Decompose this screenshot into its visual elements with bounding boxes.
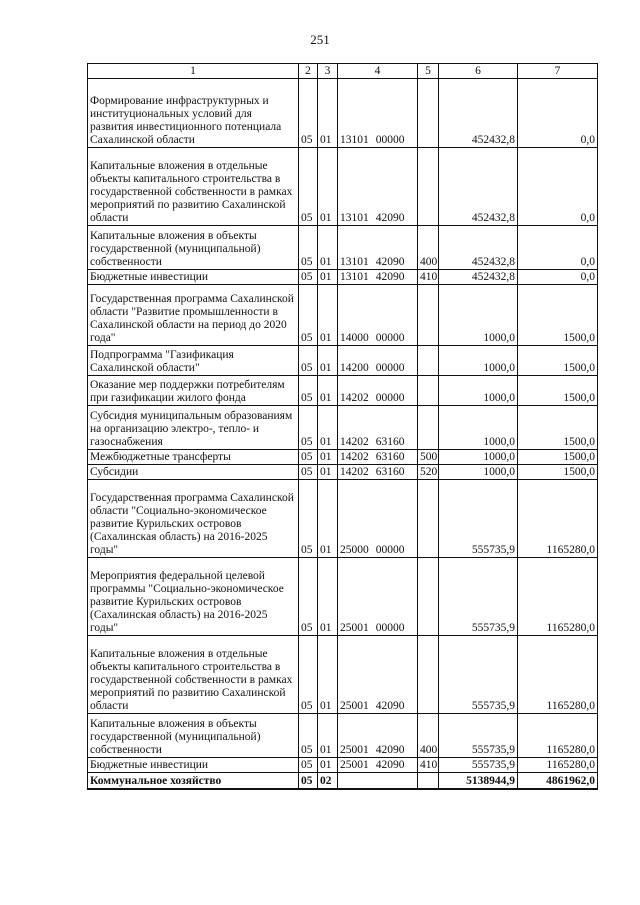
row-name: Капитальные вложения в объекты государственной (муниципальной) собственности [88, 714, 299, 758]
target-article-program: 13101 [340, 256, 369, 268]
row-target-article [338, 79, 418, 148]
row-subsection-code: 01 [318, 465, 338, 480]
row-subsection-code: 01 [318, 376, 338, 406]
target-article-program: 13101 [340, 134, 369, 146]
row-section-code: 05 [299, 285, 318, 346]
target-article-program: 14200 [340, 362, 369, 374]
row-subsection-code: 01 [318, 636, 338, 714]
row-subsection-code: 02 [318, 773, 338, 789]
row-subsection-code: 01 [318, 346, 338, 376]
column-header: 5 [418, 64, 439, 79]
table-row [88, 636, 598, 714]
target-article-direction: 00000 [375, 544, 405, 556]
target-article-direction: 42090 [375, 212, 405, 224]
table-row [88, 406, 598, 450]
column-header: 6 [439, 64, 518, 79]
row-sum-year1: 555735,9 [439, 714, 518, 758]
row-sum-year2: 1165280,0 [518, 714, 598, 758]
row-expense-type [418, 406, 439, 450]
row-expense-type [418, 285, 439, 346]
table-row [88, 773, 598, 789]
target-article-direction: 00000 [375, 362, 405, 374]
table-row [88, 558, 598, 636]
table-row [88, 346, 598, 376]
row-target-article [338, 285, 418, 346]
table-row [88, 450, 598, 465]
row-section-code: 05 [299, 465, 318, 480]
row-section-code: 05 [299, 450, 318, 465]
row-name: Субсидии [88, 465, 299, 480]
target-article-direction: 00000 [375, 622, 405, 634]
row-subsection-code: 01 [318, 450, 338, 465]
row-sum-year2: 1500,0 [518, 346, 598, 376]
row-name: Бюджетные инвестиции [88, 270, 299, 285]
target-article-direction: 42090 [375, 700, 405, 712]
row-section-code: 05 [299, 148, 318, 226]
row-section-code: 05 [299, 758, 318, 773]
row-target-article [338, 346, 418, 376]
row-sum-year2: 0,0 [518, 148, 598, 226]
target-article-program: 14202 [340, 392, 369, 404]
row-sum-year1: 555735,9 [439, 558, 518, 636]
row-name: Капитальные вложения в отдельные объекты капитального строительства в государственной собственности в рамках мероприятий по развитию Сахалинской области [88, 636, 299, 714]
target-article-program: 14202 [340, 451, 369, 463]
row-expense-type [418, 148, 439, 226]
row-sum-year2: 1500,0 [518, 406, 598, 450]
row-target-article [338, 480, 418, 558]
row-name: Субсидия муниципальным образованиям на организацию электро-, тепло- и газоснабжения [88, 406, 299, 450]
row-expense-type: 500 [418, 450, 439, 465]
row-sum-year2: 1165280,0 [518, 758, 598, 773]
target-article-direction: 42090 [375, 744, 405, 756]
table-row [88, 270, 598, 285]
row-expense-type: 410 [418, 270, 439, 285]
table-row [88, 714, 598, 758]
row-expense-type: 400 [418, 226, 439, 270]
row-sum-year1: 1000,0 [439, 346, 518, 376]
target-article-program: 14000 [340, 332, 369, 344]
header-row [88, 64, 598, 79]
row-sum-year1: 452432,8 [439, 148, 518, 226]
column-header: 7 [518, 64, 598, 79]
budget-table [87, 63, 598, 790]
row-sum-year2: 1500,0 [518, 285, 598, 346]
target-article-program: 25001 [340, 622, 369, 634]
row-section-code: 05 [299, 376, 318, 406]
target-article-program: 25001 [340, 759, 369, 771]
row-target-article [338, 226, 418, 270]
row-name: Коммунальное хозяйство [88, 773, 299, 789]
table-row [88, 480, 598, 558]
row-section-code: 05 [299, 79, 318, 148]
target-article-direction: 63160 [375, 451, 405, 463]
row-sum-year1: 452432,8 [439, 79, 518, 148]
row-subsection-code: 01 [318, 714, 338, 758]
table-row [88, 226, 598, 270]
row-sum-year1: 1000,0 [439, 465, 518, 480]
row-target-article [338, 758, 418, 773]
row-sum-year2: 1165280,0 [518, 558, 598, 636]
target-article-direction: 42090 [375, 256, 405, 268]
column-header: 1 [88, 64, 299, 79]
row-name: Формирование инфраструктурных и институциональных условий для развития инвестиционного потенциала Сахалинской области [88, 79, 299, 148]
row-sum-year1: 452432,8 [439, 270, 518, 285]
row-expense-type: 410 [418, 758, 439, 773]
row-subsection-code: 01 [318, 285, 338, 346]
row-sum-year1: 555735,9 [439, 636, 518, 714]
table-row [88, 376, 598, 406]
row-name: Государственная программа Сахалинской области "Развитие промышленности в Сахалинской области на период до 2020 года" [88, 285, 299, 346]
target-article-program: 14202 [340, 436, 369, 448]
row-expense-type [418, 346, 439, 376]
row-expense-type: 520 [418, 465, 439, 480]
row-subsection-code: 01 [318, 270, 338, 285]
row-expense-type [418, 376, 439, 406]
row-name: Оказание мер поддержки потребителям при газификации жилого фонда [88, 376, 299, 406]
row-expense-type [418, 558, 439, 636]
row-sum-year2: 1165280,0 [518, 636, 598, 714]
page-number: 251 [310, 32, 330, 47]
row-sum-year2: 1500,0 [518, 450, 598, 465]
row-subsection-code: 01 [318, 480, 338, 558]
row-target-article [338, 558, 418, 636]
target-article-program: 25000 [340, 544, 369, 556]
row-name: Государственная программа Сахалинской области "Социально-экономическое развитие Курильских островов (Сахалинская область) на 2016-2025 годы" [88, 480, 299, 558]
table-row [88, 79, 598, 148]
target-article-direction: 00000 [375, 332, 405, 344]
row-target-article [338, 636, 418, 714]
row-expense-type [418, 79, 439, 148]
column-header: 4 [338, 64, 418, 79]
target-article-program: 14202 [340, 466, 369, 478]
row-expense-type [418, 480, 439, 558]
row-sum-year2: 0,0 [518, 79, 598, 148]
row-name: Подпрограмма "Газификация Сахалинской области" [88, 346, 299, 376]
table-row [88, 465, 598, 480]
row-sum-year1: 452432,8 [439, 226, 518, 270]
row-sum-year1: 555735,9 [439, 758, 518, 773]
row-section-code: 05 [299, 270, 318, 285]
target-article-program: 25001 [340, 744, 369, 756]
row-sum-year1: 555735,9 [439, 480, 518, 558]
target-article-program: 25001 [340, 700, 369, 712]
row-section-code: 05 [299, 346, 318, 376]
row-subsection-code: 01 [318, 558, 338, 636]
row-target-article [338, 270, 418, 285]
row-expense-type [418, 773, 439, 789]
target-article-program: 13101 [340, 212, 369, 224]
target-article-direction: 00000 [375, 392, 405, 404]
row-section-code: 05 [299, 773, 318, 789]
row-sum-year1: 1000,0 [439, 285, 518, 346]
target-article-direction: 63160 [375, 466, 405, 478]
row-subsection-code: 01 [318, 406, 338, 450]
table-row [88, 758, 598, 773]
row-expense-type [418, 636, 439, 714]
row-subsection-code: 01 [318, 79, 338, 148]
row-sum-year2: 0,0 [518, 226, 598, 270]
row-target-article [338, 773, 418, 789]
row-sum-year2: 1500,0 [518, 376, 598, 406]
row-name: Бюджетные инвестиции [88, 758, 299, 773]
row-subsection-code: 01 [318, 148, 338, 226]
row-sum-year2: 4861962,0 [518, 773, 598, 789]
column-header: 2 [299, 64, 318, 79]
row-expense-type: 400 [418, 714, 439, 758]
table-row [88, 148, 598, 226]
row-target-article [338, 465, 418, 480]
row-section-code: 05 [299, 226, 318, 270]
row-sum-year1: 1000,0 [439, 450, 518, 465]
target-article-direction: 63160 [375, 436, 405, 448]
target-article-direction: 42090 [375, 759, 405, 771]
row-target-article [338, 376, 418, 406]
row-target-article [338, 714, 418, 758]
row-sum-year2: 1500,0 [518, 465, 598, 480]
row-subsection-code: 01 [318, 226, 338, 270]
row-section-code: 05 [299, 406, 318, 450]
target-article-program: 13101 [340, 271, 369, 283]
row-name: Капитальные вложения в отдельные объекты капитального строительства в государственной собственности в рамках мероприятий по развитию Сахалинской области [88, 148, 299, 226]
row-section-code: 05 [299, 714, 318, 758]
row-section-code: 05 [299, 636, 318, 714]
row-sum-year2: 1165280,0 [518, 480, 598, 558]
row-section-code: 05 [299, 480, 318, 558]
target-article-direction: 42090 [375, 271, 405, 283]
row-sum-year2: 0,0 [518, 270, 598, 285]
row-section-code: 05 [299, 558, 318, 636]
row-sum-year1: 5138944,9 [439, 773, 518, 789]
row-subsection-code: 01 [318, 758, 338, 773]
column-header: 3 [318, 64, 338, 79]
table-row [88, 285, 598, 346]
row-sum-year1: 1000,0 [439, 406, 518, 450]
row-target-article [338, 148, 418, 226]
row-name: Межбюджетные трансферты [88, 450, 299, 465]
row-name: Мероприятия федеральной целевой программы "Социально-экономическое развитие Курильских островов (Сахалинская область) на 2016-2025 годы" [88, 558, 299, 636]
row-target-article [338, 406, 418, 450]
row-name: Капитальные вложения в объекты государственной (муниципальной) собственности [88, 226, 299, 270]
target-article-direction: 00000 [375, 134, 405, 146]
row-sum-year1: 1000,0 [439, 376, 518, 406]
row-target-article [338, 450, 418, 465]
